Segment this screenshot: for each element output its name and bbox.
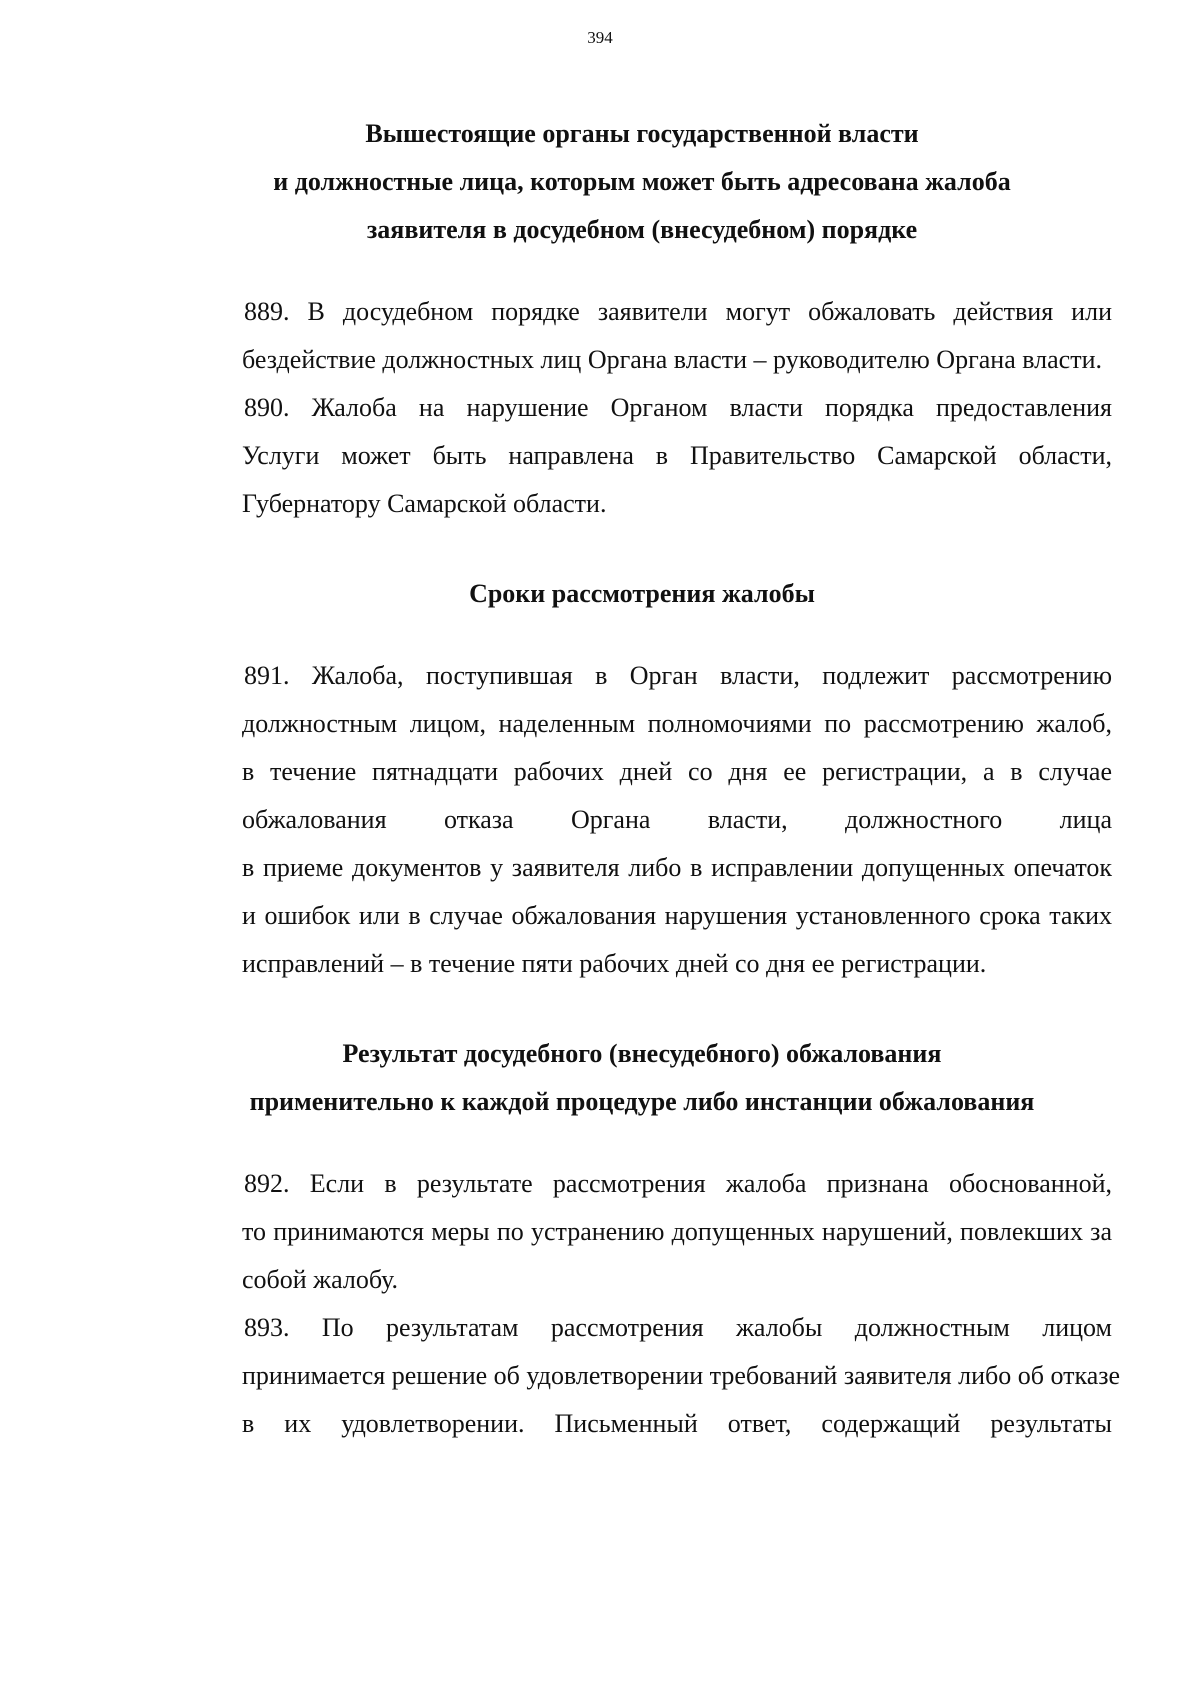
- heading-line: применительно к каждой процедуре либо инстанции обжалования: [249, 1087, 1035, 1116]
- heading-line: заявителя в досудебном (внесудебном) порядке: [366, 215, 918, 244]
- text-line: 889. В досудебном порядке заявители могут обжаловать действия или: [244, 297, 1112, 326]
- paragraph-889: [172, 288, 1112, 384]
- text-line: 890. Жалоба на нарушение Органом власти порядка предоставления: [244, 393, 1112, 422]
- text-line: и ошибок или в случае обжалования нарушения установленного срока таких: [242, 901, 1112, 930]
- text-line: бездействие должностных лиц Органа власти – руководителю Органа власти.: [242, 345, 1102, 374]
- document-content: [172, 110, 1121, 1448]
- paragraph-893: [172, 1304, 1121, 1448]
- text-line: 892. Если в результате рассмотрения жалоба признана обоснованной,: [244, 1169, 1112, 1198]
- text-line: Услуги может быть направлена в Правительство Самарской области,: [242, 441, 1112, 470]
- text-line: в приеме документов у заявителя либо в исправлении допущенных опечаток: [242, 853, 1112, 882]
- paragraph-890: [172, 384, 1112, 528]
- text-line: принимается решение об удовлетворении требований заявителя либо об отказе: [242, 1361, 1121, 1390]
- section-heading-appeal-result: [172, 1030, 1112, 1126]
- paragraph-892: [172, 1160, 1112, 1304]
- text-line: Губернатору Самарской области.: [242, 489, 607, 518]
- section-heading-review-terms: [172, 570, 1112, 618]
- text-line: обжалования отказа Органа власти, должностного лица: [242, 805, 1112, 834]
- text-line: должностным лицом, наделенным полномочиями по рассмотрению жалоб,: [242, 709, 1112, 738]
- heading-line: Сроки рассмотрения жалобы: [469, 579, 815, 608]
- heading-line: Результат досудебного (внесудебного) обжалования: [342, 1039, 942, 1068]
- paragraph-891: [172, 652, 1112, 988]
- section-heading-higher-authorities: [172, 110, 1112, 254]
- heading-line: и должностные лица, которым может быть адресована жалоба: [273, 167, 1011, 196]
- heading-line: Вышестоящие органы государственной власти: [365, 119, 919, 148]
- text-line: в их удовлетворении. Письменный ответ, содержащий результаты: [242, 1409, 1112, 1438]
- text-line: 891. Жалоба, поступившая в Орган власти, подлежит рассмотрению: [244, 661, 1112, 690]
- text-line: 893. По результатам рассмотрения жалобы должностным лицом: [244, 1313, 1112, 1342]
- text-line: то принимаются меры по устранению допущенных нарушений, повлекших за: [242, 1217, 1112, 1246]
- text-line: собой жалобу.: [242, 1265, 399, 1294]
- text-line: исправлений – в течение пяти рабочих дней со дня ее регистрации.: [242, 949, 987, 978]
- page-number: 394: [587, 28, 613, 47]
- text-line: в течение пятнадцати рабочих дней со дня ее регистрации, а в случае: [242, 757, 1112, 786]
